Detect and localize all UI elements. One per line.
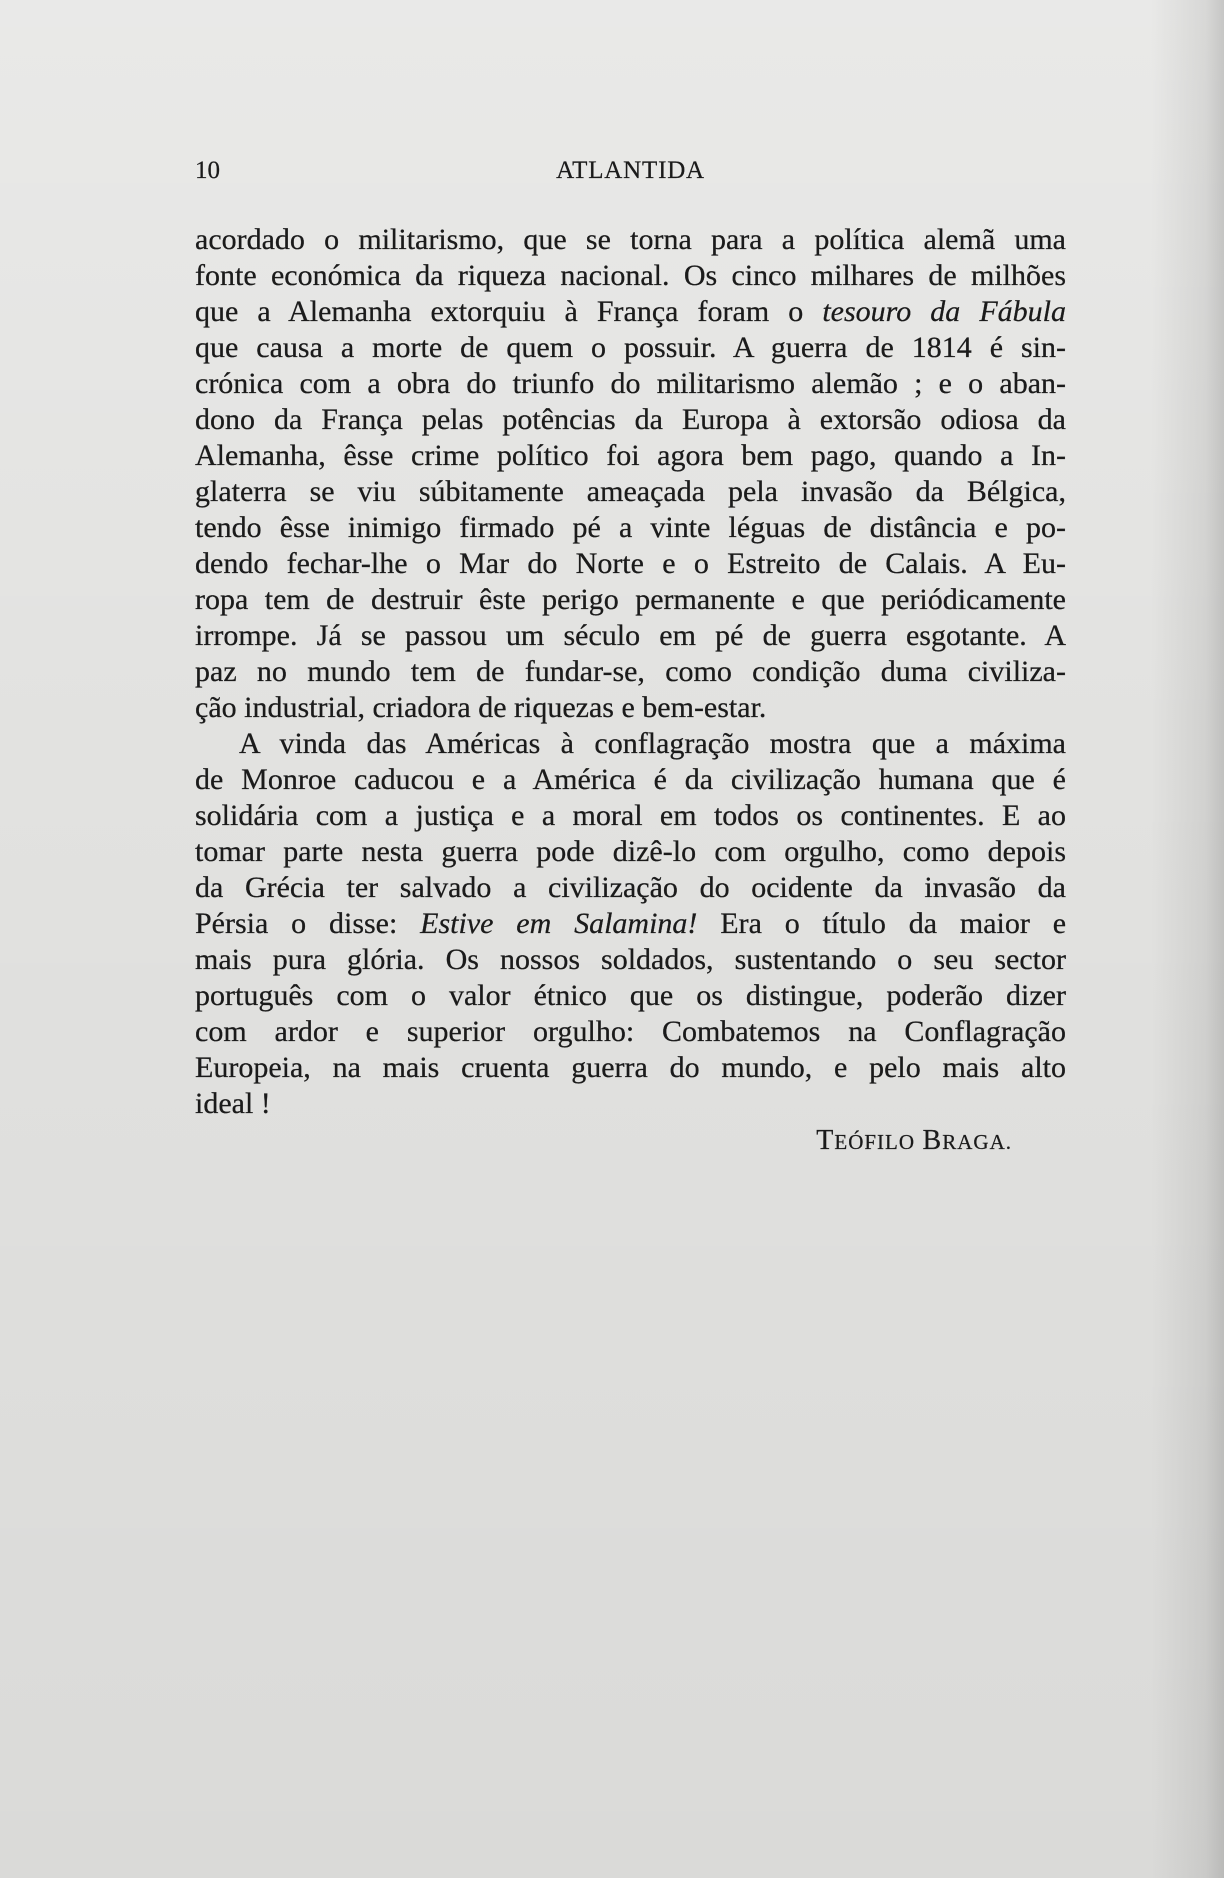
- text-segment: Era o título da maior e: [697, 907, 1066, 940]
- author-signature: [195, 1122, 1066, 1158]
- body-text: [195, 222, 1066, 1158]
- text-line: [195, 294, 1066, 330]
- text-line: A vinda das Américas à conflagração mostra que a máxima: [239, 727, 1066, 760]
- text-line: português com o valor étnico que os distingue, poderão dizer: [195, 979, 1066, 1012]
- running-title: ATLANTIDA: [556, 157, 705, 184]
- page-number: 10: [195, 157, 220, 184]
- paragraph: [195, 222, 1066, 726]
- text-line: fonte económica da riqueza nacional. Os cinco milhares de milhões: [195, 259, 1066, 292]
- text-line: solidária com a justiça e a moral em todos os continentes. E ao: [195, 799, 1066, 832]
- text-line: de Monroe caducou e a América é da civilização humana que é: [195, 763, 1066, 796]
- text-line: dono da França pelas potências da Europa à extorsão odiosa da: [195, 403, 1066, 436]
- text-line: [195, 906, 1066, 942]
- running-header: [195, 154, 1066, 188]
- author-last-name: BRAGA.: [922, 1125, 1012, 1156]
- text-line: com ardor e superior orgulho: Combatemos na Conflagração: [195, 1015, 1066, 1048]
- text-line: tomar parte nesta guerra pode dizê-lo com orgulho, como depois: [195, 835, 1066, 868]
- author-first-name: TEÓFILO: [816, 1125, 916, 1156]
- italic-phrase: Estive em Salamina!: [420, 907, 698, 940]
- italic-phrase: tesouro da Fábula: [822, 295, 1066, 328]
- text-line: paz no mundo tem de fundar-se, como condição duma civiliza-: [195, 655, 1066, 688]
- text-line: Europeia, na mais cruenta guerra do mundo, e pelo mais alto: [195, 1051, 1066, 1084]
- text-line: mais pura glória. Os nossos soldados, sustentando o seu sector: [195, 943, 1066, 976]
- text-line: ideal !: [195, 1087, 271, 1120]
- text-line: crónica com a obra do triunfo do militarismo alemão ; e o aban-: [195, 367, 1066, 400]
- text-line: glaterra se viu súbitamente ameaçada pela invasão da Bélgica,: [195, 475, 1066, 508]
- text-line: da Grécia ter salvado a civilização do ocidente da invasão da: [195, 871, 1066, 904]
- text-line: dendo fechar-lhe o Mar do Norte e o Estreito de Calais. A Eu-: [195, 547, 1066, 580]
- text-segment: Pérsia o disse:: [195, 907, 421, 940]
- text-line: ropa tem de destruir êste perigo permanente e que periódicamente: [195, 583, 1066, 616]
- text-line: irrompe. Já se passou um século em pé de guerra esgotante. A: [195, 619, 1066, 652]
- text-line: acordado o militarismo, que se torna para a política alemã uma: [195, 223, 1066, 256]
- text-line: tendo êsse inimigo firmado pé a vinte léguas de distância e po-: [195, 511, 1066, 544]
- text-line: que causa a morte de quem o possuir. A guerra de 1814 é sin-: [195, 331, 1066, 364]
- text-segment: que a Alemanha extorquiu à França foram o: [195, 295, 823, 328]
- text-line: Alemanha, êsse crime político foi agora bem pago, quando a In-: [195, 439, 1066, 472]
- paragraph: [195, 726, 1066, 1122]
- text-line: ção industrial, criadora de riquezas e bem-estar.: [195, 691, 767, 724]
